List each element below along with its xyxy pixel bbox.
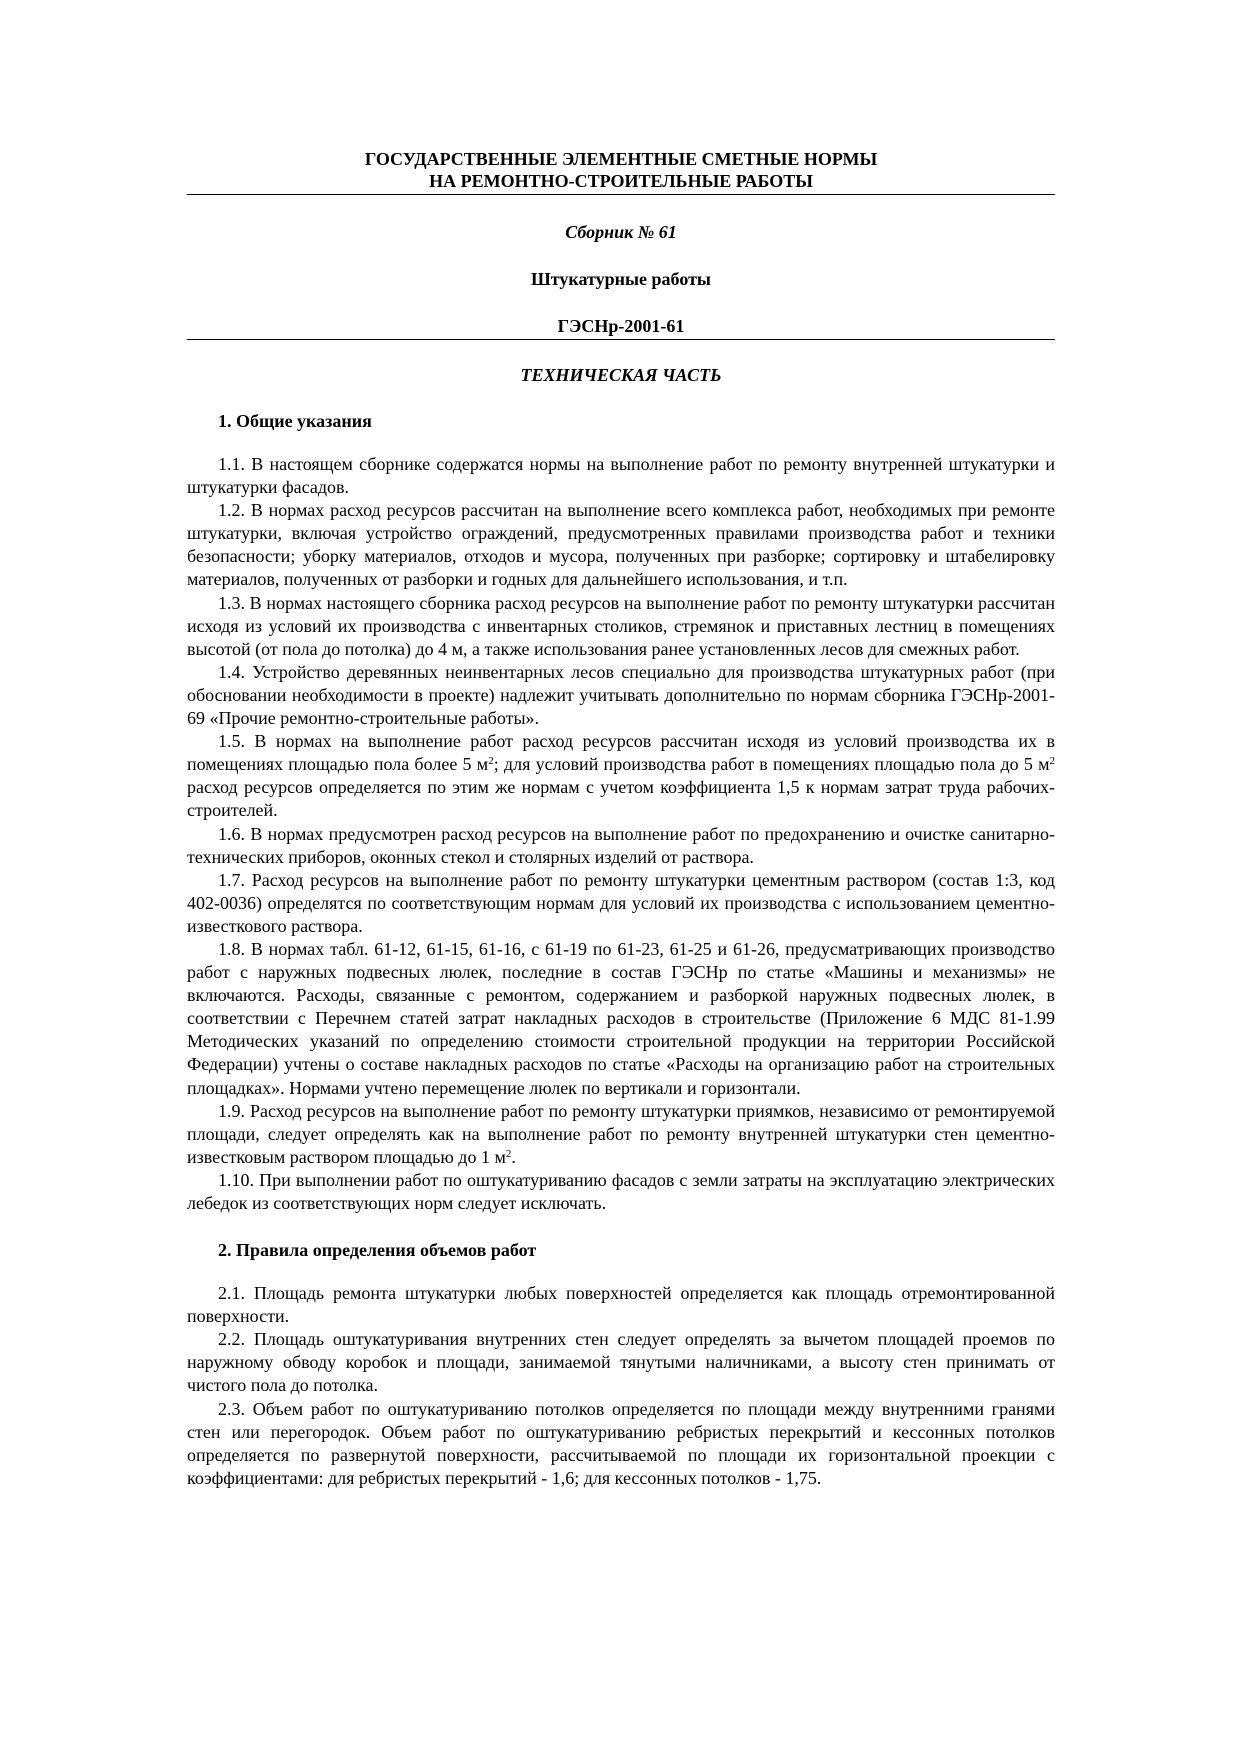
section-1-title: 1. Общие указания — [218, 411, 372, 431]
superscript-2: 2 — [488, 755, 494, 768]
paragraph-1-8: 1.8. В нормах табл. 61-12, 61-15, 61-16, с 61-19 по 61-23, 61-25 и 61-26, предусматривающих производство работ с наружных подвесных люлек, последние в состав ГЭСНр по статье «Машины и механизмы» не включаются. Расходы, связанные с ремонтом, содержанием и разборкой наружных подвесных люлек, в соответствии с Перечнем статей затрат накладных расходов в строительстве (Приложение 6 МДС 81-1.99 Методических указаний по определению стоимости строительной продукции на территории Российской Федерации) учтены о составе накладных расходов по статье «Расходы на организацию работ на строительных площадках». Нормами учтено перемещение люлек по вертикали и горизонтали. — [187, 938, 1055, 1098]
paragraph-1-9-part-b: . — [511, 1146, 516, 1167]
paragraph-1-1: 1.1. В настоящем сборнике содержатся нормы на выполнение работ по ремонту внутренней штукатурки и штукатурки фасадов. — [187, 454, 1055, 498]
superscript-2: 2 — [1049, 755, 1055, 768]
section-2-body — [187, 1282, 1055, 1490]
collection-code: ГЭСНр-2001-61 — [557, 316, 685, 336]
paragraph-1-7: 1.7. Расход ресурсов на выполнение работ по ремонту штукатурки цементным раствором (состав 1:3, код 402-0036) определятся по соответствующим нормам для условий их производства с использованием цементно-известкового раствора. — [187, 869, 1055, 936]
document-title-line-1: ГОСУДАРСТВЕННЫЕ ЭЛЕМЕНТНЫЕ СМЕТНЫЕ НОРМЫ — [364, 149, 878, 169]
paragraph-1-5-part-b: ; для условий производства работ в помещениях площадью пола до 5 м — [493, 754, 1050, 775]
paragraph-2-2: 2.2. Площадь оштукатуривания внутренних стен следует определять за вычетом площадей проемов по наружному обводу коробок и площади, занимаемой тянутыми наличниками, а высоту стен принимать от чистого пола до потолка. — [187, 1329, 1055, 1396]
paragraph-1-6: 1.6. В нормах предусмотрен расход ресурсов на выполнение работ по предохранению и очистке санитарно-технических приборов, оконных стекол и столярных изделий от раствора. — [187, 823, 1055, 867]
paragraph-1-9 — [187, 1100, 1055, 1169]
paragraph-1-4: 1.4. Устройство деревянных неинвентарных лесов специально для производства штукатурных работ (при обосновании необходимости в проекте) надлежит учитывать дополнительно по нормам сборника ГЭСНр-2001-69 «Прочие ремонтно-строительные работы». — [187, 661, 1055, 729]
title-rule — [187, 194, 1055, 195]
paragraph-1-9-part-a: 1.9. Расход ресурсов на выполнение работ по ремонту штукатурки приямков, независимо от ремонтируемой площади, следует определять как на выполнение работ по ремонту внутренней штукатурки стен цементно-известковым раствором площадью до 1 м — [187, 1100, 1055, 1167]
paragraph-1-5-part-c: расход ресурсов определяется по этим же нормам с учетом коэффициента 1,5 к нормам затрат труда рабочих-строителей. — [187, 777, 1055, 821]
paragraph-1-5-part-a: 1.5. В нормах на выполнение работ расход ресурсов рассчитан исходя из условий производства их в помещениях площадью пола более 5 м — [187, 731, 1055, 775]
collection-number: Сборник № 61 — [565, 222, 677, 242]
paragraph-1-10: 1.10. При выполнении работ по оштукатуриванию фасадов с земли затраты на эксплуатацию электрических лебедок из соответствующих норм следует исключать. — [187, 1169, 1055, 1213]
paragraph-2-3: 2.3. Объем работ по оштукатуриванию потолков определяется по площади между внутренними гранями стен или перегородок. Объем работ по оштукатуриванию ребристых перекрытий и кессонных потолков определяется по развернутой поверхности, рассчитываемой по площади их горизонтальной проекции с коэффициентами: для ребристых перекрытий - 1,6; для кессонных потолков - 1,75. — [187, 1398, 1055, 1488]
paragraph-2-1: 2.1. Площадь ремонта штукатурки любых поверхностей определяется как площадь отремонтированной поверхности. — [187, 1283, 1055, 1327]
tech-part-title: ТЕХНИЧЕСКАЯ ЧАСТЬ — [520, 365, 722, 385]
code-rule — [187, 339, 1055, 340]
section-2-title: 2. Правила определения объемов работ — [218, 1240, 537, 1261]
paragraph-1-5 — [187, 730, 1055, 822]
document-page — [187, 148, 1055, 1490]
superscript-2: 2 — [505, 1147, 512, 1160]
paragraph-1-3: 1.3. В нормах настоящего сборника расход ресурсов на выполнение работ по ремонту штукатурки рассчитан исходя из условий их производства с инвентарных столиков, стремянок и приставных лестниц в помещениях высотой (от пола до потолка) до 4 м, а также использования ранее установленных лесов для смежных работ. — [187, 592, 1055, 659]
paragraph-1-2: 1.2. В нормах расход ресурсов рассчитан на выполнение всего комплекса работ, необходимых при ремонте штукатурки, включая устройство ограждений, предусмотренных правилами производства работ и техники безопасности; уборку материалов, отходов и мусора, полученных при разборке; сортировку и штабелировку материалов, полученных от разборки и годных для дальнейшего использования, и т.п. — [187, 500, 1055, 590]
section-1-body — [187, 453, 1055, 1215]
collection-subject: Штукатурные работы — [531, 269, 711, 289]
document-title-line-2: НА РЕМОНТНО-СТРОИТЕЛЬНЫЕ РАБОТЫ — [429, 171, 813, 191]
